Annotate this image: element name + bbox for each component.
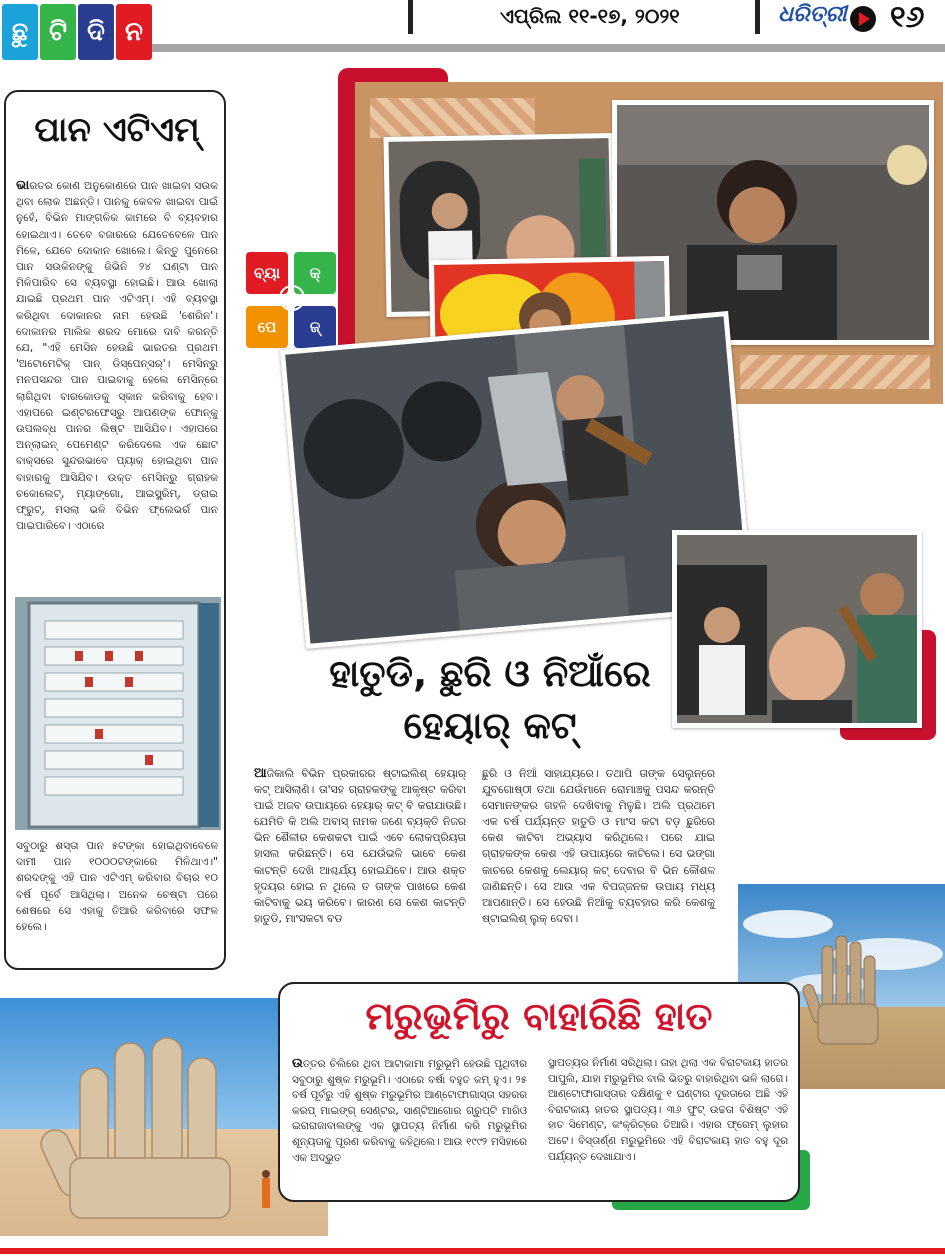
- bottom-rule: [0, 1248, 945, 1254]
- article-text: ତ୍ତର ଚିଲିରେ ଥିବା ଆଟାକାମା ମରୁଭୂମି ହେଉଛି ପୃଥିବୀର ସବୁଠାରୁ ଶୁଷ୍କ ମରୁଭୂମି। ଏଠାରେ ବର୍ଷା ବହୁତ କମ୍ ହୁଏ। ୨୫ ବର୍ଷ ପୂର୍ବରୁ ଏହି ଶୁଷ୍କ ମରୁଭୂମିର ଆଣ୍ଟୋଫାଗାସ୍ତା ସହରର କରପ୍ ମାଇଙ୍ଗ୍ ସେଣ୍ଟର, ସାଣ୍ଟିଆଗୋର ଗ୍ରୁପ୍ଟି ମାରିଓ ଇରାରାଜାବାଲଙ୍କୁ ଏକ ସ୍ଥାପତ୍ୟ ନିର୍ମାଣ କରି ମରୁଭୂମିର ଶୂନ୍ୟତାକୁ ପୂରଣ କରିବାକୁ କହିଥିଲେ। ଆଉ ୧୯୯୨ ମସିହାରେ ଏକ ଅଦ୍ଭୁତ: [292, 1058, 527, 1164]
- section-letter: ନ: [116, 4, 152, 60]
- drop-letter: ଆ: [254, 766, 267, 781]
- article-text: ଜିକାଲି ବିଭିନ ପ୍ରକାରର ଷ୍ଟାଇଲିଶ୍ ହେୟାର୍ କଟ୍ ଆସିଲାଣି। ତା'ସହ ଗ୍ରାହକଙ୍କୁ ଆକୃଷ୍ଟ କରିବା ପାଇଁ ଅଜବ ଉପାୟରେ ହେୟାର୍ କଟ୍ ବି କରାଯାଉଛି। ଯେମିତି କି ଅଲି ଅବାସ୍ ନାମକ ଜଣେ ବ୍ୟକ୍ତି ନିଜର ଭିନ ଶୈଳୀର କେଶକଟା ପାଇଁ ଏବେ ଲୋକପ୍ରିୟତା ହାସଲ କରିଛନ୍ତି। ସେ ଯେଉଁଭଳି ଭାବେ କେଶ କାଟନ୍ତି ଦେଖି ଆଶ୍ଚର୍ଯ୍ୟ ହୋଇଯିବେ। ଆଉ ଶକ୍ତ ହୃଦୟର ହୋଇ ନ ଥିଲେ ତ ତାଙ୍କ ପାଖରେ କେଶ କାଟିବାକୁ ଭୟ କରିବେ। କାରଣ ସେ କେଶ କାଟନ୍ତି ହାତୁଡି, ମାଂସକଟା ବଡ: [254, 767, 466, 925]
- badge-letter: କ୍: [294, 252, 336, 294]
- badge-ring-icon: [279, 285, 305, 311]
- section-logo: [2, 4, 152, 60]
- badge-letter: ଜ୍: [294, 306, 336, 348]
- drop-letter: ଭା: [16, 178, 30, 193]
- badge-letter: ପେ: [246, 306, 288, 348]
- play-icon: [850, 6, 876, 32]
- haircut-column: ଛୁରି ଓ ନିଆଁ ସାହାଯ୍ୟରେ। ତଥାପି ତାଙ୍କ ସେଲୁନ୍ରେ ଯୁବଗୋଷ୍ଠୀ ତଥା ଯେଉଁମାନେ ରୋମାଞ୍ଚକୁ ପସନ୍ଦ କରନ୍ତି ସେମାନଙ୍କର ଗହଳି ଦେଖିବାକୁ ମିଳୁଛି। ଅଲି ପ୍ରଥମେ ଏକ ବର୍ଷ ପର୍ଯ୍ୟନ୍ତ ହାତୁଡି ଓ ମାଂସ କଟା ବଡ଼ ଛୁରିରେ କେଶ କାଟିବା ଅଭ୍ୟାସ କରିଥିଲେ। ପରେ ଯାଇ ଗ୍ରାହକଙ୍କ କେଶ ଏହି ଉପାୟରେ କାଟିଲେ। ସେ ଭଙ୍ଗା କାଚରେ କେଶକୁ ଲେୟାର୍ କଟ୍ ଦେବାର ବି ଭିନ କୌଶଳ ଜାଣିଛନ୍ତି। ସେ ଆଉ ଏକ ବିପଜ୍ଜନକ ଉପାୟ ମଧ୍ୟ ଆପଣାନ୍ତି। ସେ ହେଉଛି ନିଆଁକୁ ବ୍ୟବହାର କରି କେଶକୁ ଷ୍ଟାଇଲିଶ୍ ଲୁକ୍ ଦେବା।: [482, 767, 715, 925]
- header-divider: [408, 0, 413, 34]
- haircut-headline: [300, 648, 680, 752]
- drop-letter: ଉ: [292, 1056, 303, 1071]
- header-rule: [152, 44, 945, 52]
- decorative-pattern: [370, 98, 535, 138]
- masthead: [0, 0, 945, 62]
- article-text: ସବୁଠାରୁ ଶସ୍ତା ପାନ ୫ଟଙ୍କା ହୋଇଥିବାବେଳେ ଦାମୀ ପାନ ୧୦୦୦ଟଙ୍କାରେ ମିଳିଥାଏ।" ଶରଦଙ୍କୁ ଏହି ପାନ ଏଟିଏମ୍ କରିବାର ବିଚାର ୧୦ ବର୍ଷ ପୂର୍ବେ ଆସିଥିଲା। ଅନେକ ଚେଷ୍ଟା ପରେ ଶେଷରେ ସେ ଏହାକୁ ତିଆରି କରିବାରେ ସଫଳ ହେଲେ।: [16, 840, 218, 934]
- section-letter: ଟି: [40, 4, 76, 60]
- pan-atm-article: [4, 90, 226, 970]
- article-title: ମରୁଭୂମିରୁ ବାହାରିଛି ହାତ: [365, 994, 713, 1038]
- headline-line: ହାତୁଡି, ଛୁରି ଓ ନିଆଁରେ: [329, 652, 651, 695]
- article-text: ରତର କୋଣ ଅନୁକୋଣରେ ପାନ ଖାଇବା ସଉକ ଥିବା ଲୋକ ଅଛନ୍ତି। ପାନକୁ କେବଳ ଖାଇବା ପାଇଁ ନୁହେଁ, ବିଭିନ ମାଙ୍ଗଳିକ କାମରେ ବି ବ୍ୟବହାର ହୋଇଥାଏ। ତେବେ ବଜାରରେ ଯେତେବେଳେ ପାନ ମିଳେ, ଯେବେ ଦୋକାନ ଖୋଲେ। କିନ୍ତୁ ପୁନେରେ ପାନ ସଉକିନଙ୍କୁ ଜିଭିନି ୨୪ ଘଣ୍ଟା ପାନ ମିଳିପାରିବ ସେ ବ୍ୟବସ୍ଥା ହୋଇଛି। ଆଉ ଖୋଲା ଯାଇଛି ପ୍ରଥମ ପାନ ଏଟିଏମ୍। ଏହି ବ୍ୟବସ୍ଥା କରିଥିବା ଦୋକାନର ନାମ ହେଉଛି 'ଶେରିନ'। ଦୋକାନର ମାଲିକ ଶରଦ ମୋରେ ଦାବି କରନ୍ତି ଯେ, "ଏହି ମେସିନ ହେଉଛି ଭାରତର ପ୍ରଥମ 'ଅଟୋମେଟିକ୍ ପାନ୍ ଡିସ୍ପେନ୍ସର୍'। ମେସିନ୍ରୁ ମନପସନ୍ଦର ପାନ ପାଇବାକୁ ହେଲେ ମେସିନ୍ରେ ଲାଗିଥିବା ବାରକୋଡକୁ ସ୍କାନ କରିବାକୁ ହେବ। ଏହାପରେ ଇଣ୍ଟରଫେସ୍ରୁ ଆପଣଙ୍କ ଫୋନ୍କୁ ଉପଲବ୍ଧ ପାନର ଲିଷ୍ଟ ଆସିଯିବ। ଏହାପରେ ଅନ୍ଲାଇନ୍ ପେମେଣ୍ଟ କରିଦେଲେ ଏକ ଛୋଟ ବାକ୍ସରେ ସୁନ୍ଦରଭାବେ ପ୍ୟାକ୍ ହୋଇଥିବା ପାନ ବାହାରକୁ ଆସିଯିବ। ଉକ୍ତ ମେସିନ୍ରୁ ଗ୍ରାହକ ଚକୋଲେଟ୍, ମ୍ୟାଙ୍ଗୋ, ଆଇସ୍କ୍ରିମ୍, ଡ୍ରାଇ ଫ୍ରୁଟ୍, ମସଲା ଭଳି ବିଭିନ ଫ୍ଲେଭର୍ର ପାନ ପାଇପାରିବେ। ଏଠାରେ: [16, 180, 218, 533]
- badge-letter: ବ୍ୟା: [246, 252, 288, 294]
- section-letter: ଛୁ: [2, 4, 38, 60]
- section-letter: ଦି: [78, 4, 114, 60]
- article-title: ପାନ ଏଟିଏମ୍: [34, 110, 200, 150]
- desert-hand-article: [278, 982, 800, 1202]
- page-number: ୧୬: [890, 0, 925, 35]
- desert-column: ସ୍ଥାପତ୍ୟର ନିର୍ମାଣ ସରିଥିଲା। ତାହା ଥିଲା ଏକ ବିରାଟକାୟ ହାତର ପାପୁଲି, ଯାହା ମରୁଭୂମିର ବାଲି ଭିତରୁ ବାହାରିଥିବା ଭଳି ଲାଗେ। ଆଣ୍ଟୋଫାଗାସ୍ତାର ଦକ୍ଷିଣକୁ ୧ ଘଣ୍ଟାର ଦୂରତାରେ ଅଛି ଏହି ବିରାଟକାୟ ହାତର ସ୍ଥାପତ୍ୟ। ୩୬ ଫୁଟ୍ ଉଚ୍ଚତା ବିଶିଷ୍ଟ ଏହି ହାତ ସିମେଣ୍ଟ, କଂକ୍ରିଟ୍ରେ ତିଆରି। ଏହାର ଫ୍ରେମ୍ ଲୁହାର ଅଟେ। ବିସ୍ତାର୍ଣ୍ଣ ମରୁଭୂମିରେ ଏହି ବିରାଟକାୟ ହାତ ବହୁ ଦୂର ପର୍ଯ୍ୟନ୍ତ ଦେଖାଯାଏ।: [548, 1057, 788, 1163]
- desert-column: [292, 1056, 527, 1166]
- header-divider: [755, 0, 760, 34]
- pan-atm-machine-photo: [15, 597, 221, 830]
- newspaper-brand: ଧରିତ୍ରୀ: [778, 2, 847, 27]
- haircut-column: [254, 766, 466, 927]
- headline-line: ହେୟାର୍ କଟ୍: [403, 704, 577, 747]
- issue-date: ଏପ୍ରିଲ ୧୧-୧୭, ୨୦୨୧: [500, 4, 680, 28]
- salon-photo: [672, 530, 922, 728]
- decorative-pattern: [740, 355, 930, 389]
- back-page-badge: [246, 252, 338, 352]
